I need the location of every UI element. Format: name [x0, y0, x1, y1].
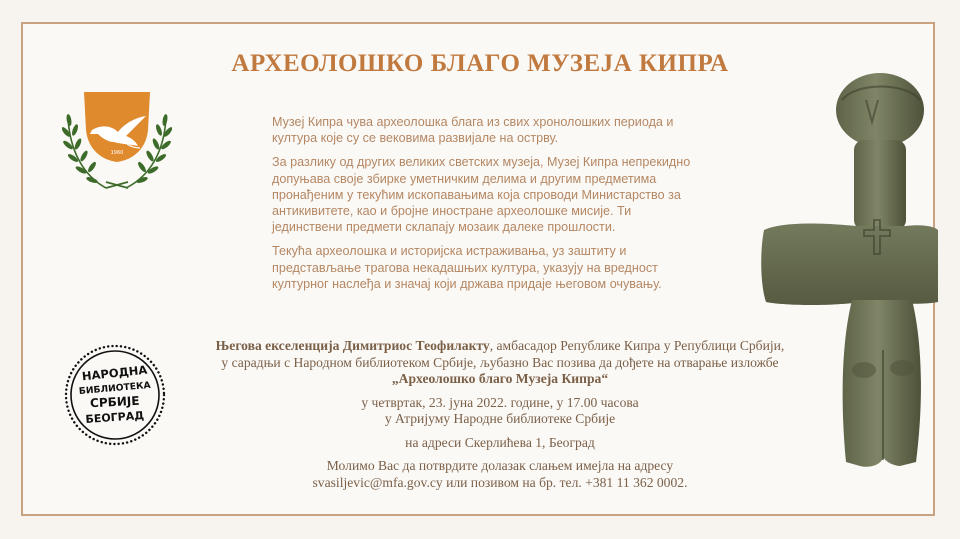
event-address: на адреси Скерлићева 1, Београд — [405, 434, 595, 450]
intro-paragraph-2: За разлику од других великих светских музеја, Музеј Кипра непрекидно допуњава своје збирке уметничким делима и другим предметима пронађеним у текућим ископавањима која спроводи Министарство за антикивитете, као и бројне иностране археолошке мисије. Ти јединствени предмети склапају мозаик далеке прошлости. — [272, 155, 691, 235]
intro-text — [272, 114, 704, 300]
event-venue: у Атријуму Народне библиотеке Србије — [384, 411, 616, 426]
rsvp-line-2: svasiljevic@mfa.gov.cy или позивом на бр. тел. +381 11 362 0002. — [312, 474, 688, 490]
emblem-year: 1960 — [110, 150, 124, 156]
invitation-text — [180, 338, 820, 491]
library-logo-line3: СРБИЈЕ — [89, 393, 140, 411]
intro-paragraph-3: Текућа археолошка и историјска истраживања, уз заштиту и представљање трагова некадашњих култура, указују на вредност културног наслеђа и значај који држава придаје његовом очувању. — [272, 244, 662, 291]
invite-host-line — [180, 338, 820, 355]
invite-cooperation-line: у сарадњи с Народном библиотеком Србије, љубазно Вас позива да дођете на отварање изложбе — [221, 354, 779, 370]
event-date: у четвртак, 23. јуна 2022. године, у 17.00 часова — [361, 394, 639, 410]
exhibition-name: „Археолошко благо Музеја Кипра“ — [391, 371, 609, 386]
cruciform-figurine-image — [756, 70, 938, 472]
page-title: АРХЕОЛОШКО БЛАГО МУЗЕЈА КИПРА — [231, 50, 729, 77]
library-logo-line4: БЕОГРАД — [85, 408, 145, 427]
ambassador-title: , амбасадор Републике Кипра у Републици Србији, — [489, 338, 785, 353]
rsvp-line-1: Молимо Вас да потврдите долазак слањем имејла на адресу — [326, 458, 674, 473]
intro-paragraph-1: Музеј Кипра чува археолошка блага из свих хронолошких периода и култура које су се вековима развијале на острву. — [272, 115, 674, 146]
library-logo-line1: НАРОДНА — [81, 362, 148, 384]
library-logo-line2: БИБЛИОТЕКА — [78, 379, 152, 398]
cyprus-coat-of-arms-icon — [62, 90, 172, 194]
national-library-serbia-logo-icon — [64, 344, 166, 446]
ambassador-name: Његова екселенција Димитриос Теофилакту — [215, 338, 490, 353]
